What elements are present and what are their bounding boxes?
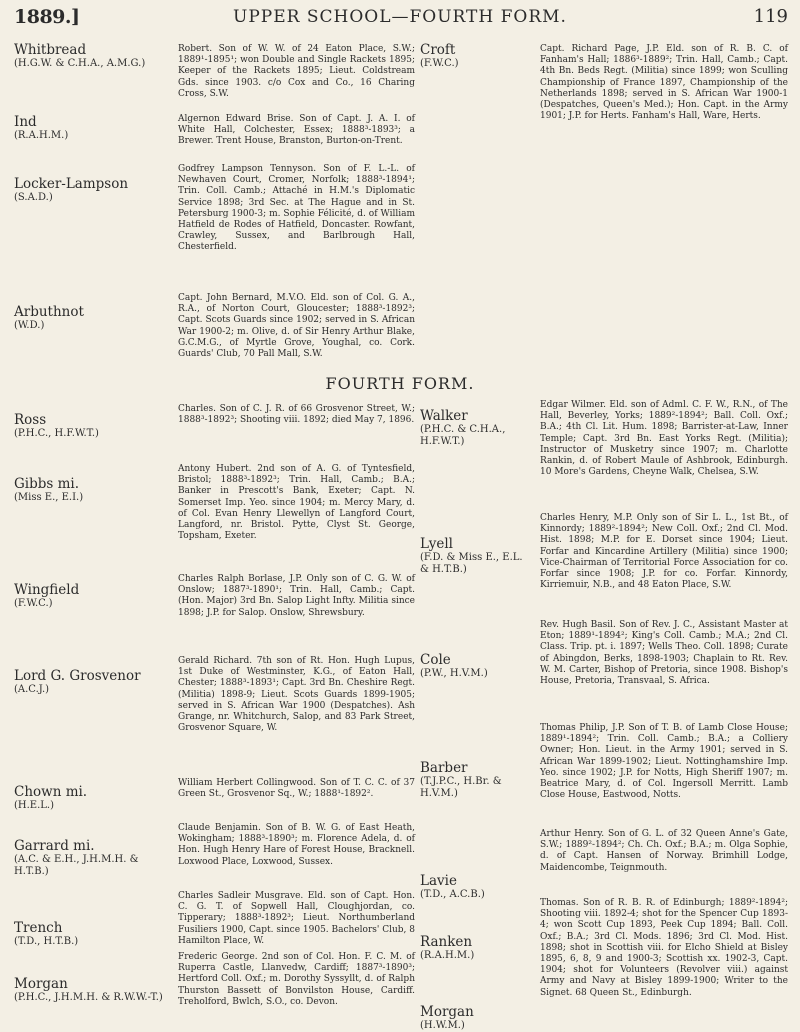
entry-text: William Herbert Collingwood. Son of T. C. C. of 37 Green St., Grosvenor Sq., W.; 1888¹-1892². <box>178 778 415 800</box>
section-heading: FOURTH FORM. <box>325 374 475 393</box>
entry-text: Charles. Son of C. J. R. of 66 Grosvenor Street, W.; 1888³-1892³; Shooting viii. 1892; died May 7, 1896. <box>178 404 415 426</box>
house-name: Trench (T.D., H.T.B.) <box>14 920 79 947</box>
house-name: Ranken (R.A.H.M.) <box>420 934 475 961</box>
house-name: Barber (T.J.P.C., H.Br. & H.V.M.) <box>420 760 502 799</box>
house-name: Locker-Lampson (S.A.D.) <box>14 176 129 203</box>
entry-text: Robert. Son of W. W. of 24 Eaton Place, S.W.; 1889¹-1895¹; won Double and Single Rackets 1895; Keeper of the Rackets 1895; Lieut. Coldstream Gds. since 1903. c/o Cox and Co., 16 Charing Cross, S.W. <box>178 44 415 99</box>
header-title: UPPER SCHOOL—FOURTH FORM. <box>233 7 567 27</box>
house-name: Lyell (F.D. & Miss E., E.L. & H.T.B.) <box>420 536 523 575</box>
entry-text: Charles Henry, M.P. Only son of Sir L. L., 1st Bt., of Kinnordy; 1889²-1894²; New Coll. Oxf.; 2nd Cl. Mod. Hist. 1898; M.P. for E. Dorset since 1904; Lieut. Forfar and Kincardine Artillery (Militia) since 1900; Vice-Chairman of Territorial Force Association for co. Forfar since 1908; J.P. for co. Forfar. Kinnordy, Kirriemuir, N.B., and 48 Eaton Place, S.W. <box>540 513 788 591</box>
house-name: Ind (R.A.H.M.) <box>14 114 69 141</box>
house-name: Lord G. Grosvenor (A.C.J.) <box>14 668 141 695</box>
house-name: Gibbs mi. (Miss E., E.I.) <box>14 476 84 503</box>
entry-text: Algernon Edward Brise. Son of Capt. J. A. I. of White Hall, Colchester, Essex; 1888³-1893³; a Brewer. Trent House, Branston, Burton-on-Trent. <box>178 114 415 147</box>
house-name: Lavie (T.D., A.C.B.) <box>420 873 485 900</box>
entry-text: Antony Hubert. 2nd son of A. G. of Tyntesfield, Bristol; 1888³-1892³; Trin. Hall, Camb.; B.A.; Banker in Prescott's Bank, Exeter; Capt. N. Somerset Imp. Yeo. since 1904; m. Mercy Mary, d. of Col. Evan Henry Llewellyn of Langford Court, Langford, nr. Bristol. Pytte, Clyst St. George, Topsham, Exeter. <box>178 464 415 542</box>
entry-text: Thomas Philip, J.P. Son of T. B. of Lamb Close House; 1889¹-1894²; Trin. Coll. Camb.; B.A.; a Colliery Owner; Hon. Lieut. in the Army 1901; served in S. African War 1899-1902; Lieut. Nottinghamshire Imp. Yeo. since 1902; J.P. for Notts, High Sheriff 1907; m. Beatrice Mary, d. of Col. Ingersoll Merritt. Lamb Close House, Eastwood, Notts. <box>540 723 788 801</box>
house-name: Morgan (P.H.C., J.H.M.H. & R.W.W.-T.) <box>14 976 163 1003</box>
entry-text: Charles Sadleir Musgrave. Eld. son of Capt. Hon. C. G. T. of Sopwell Hall, Cloughjordan, co. Tipperary; 1888³-1892³; Lieut. Northumberland Fusiliers 1900, Capt. since 1905. Bachelors' Club, 8 Hamilton Place, W. <box>178 891 415 946</box>
entry-text: Claude Benjamin. Son of B. W. G. of East Heath, Wokingham; 1888³-1890³; m. Florence Adela, d. of Hon. Hugh Henry Hare of Forest House, Bracknell. Loxwood Place, Loxwood, Sussex. <box>178 823 415 867</box>
entry-text: Godfrey Lampson Tennyson. Son of F. L.-L. of Newhaven Court, Cromer, Norfolk; 1888³-1894¹; Trin. Coll. Camb.; Attaché in H.M.'s Diplomatic Service 1898; 3rd Sec. at The Hague and in St. Petersburg 1900-3; m. Sophie Félicité, d. of William Hatfield de Rodes of Hatfield, Doncaster. Rowfant, Crawley, Sussex, and Barlbrough Hall, Chesterfield. <box>178 164 415 253</box>
house-name: Whitbread (H.G.W. & C.H.A., A.M.G.) <box>14 42 146 69</box>
house-name: Garrard mi. (A.C. & E.H., J.H.M.H. & H.T.B.) <box>14 838 139 877</box>
house-name: Walker (P.H.C. & C.H.A., H.F.W.T.) <box>420 408 506 447</box>
entry-text: Thomas. Son of R. B. R. of Edinburgh; 1889²-1894²; Shooting viii. 1892-4; shot for the Spencer Cup 1893-4; won Scott Cup 1893, Peek Cup 1894; Ball. Coll. Oxf.; B.A.; 3rd Cl. Mods. 1896; 3rd Cl. Mod. Hist. 1898; shot in Scottish viii. for Elcho Shield at Bisley 1895, 6, 8, 9 and 1900-3; Scottish xx. 1902-3, Capt. 1904; shot for Volunteers (Revolver viii.) against Army and Navy at Bisley 1899-1900; Writer to the Signet. 68 Queen St., Edinburgh. <box>540 898 788 998</box>
house-name: Wingfield (F.W.C.) <box>14 582 80 609</box>
house-name: Ross (P.H.C., H.F.W.T.) <box>14 412 99 439</box>
entry-text: Capt. John Bernard, M.V.O. Eld. son of Col. G. A., R.A., of Norton Court, Gloucester; 1888³-1892³; Capt. Scots Guards since 1902; served in S. African War 1900-2; m. Olive, d. of Sir Henry Arthur Blake, G.C.M.G., of Myrtle Grove, Youghal, co. Cork. Guards' Club, 70 Pall Mall, S.W. <box>178 293 415 360</box>
house-name: Cole (P.W., H.V.M.) <box>420 652 488 679</box>
house-name: Morgan (H.W.M.) <box>420 1004 474 1031</box>
entry-text: Charles Ralph Borlase, J.P. Only son of C. G. W. of Onslow; 1887³-1890¹; Trin. Hall, Camb.; Capt. (Hon. Major) 3rd Bn. Salop Light Infty. Militia since 1898; J.P. for Salop. Onslow, Shrewsbury. <box>178 574 415 618</box>
entry-text: Arthur Henry. Son of G. L. of 32 Queen Anne's Gate, S.W.; 1889²-1894²; Ch. Ch. Oxf.; B.A.; m. Olga Sophie, d. of Capt. Hansen of Norway. Brimhill Lodge, Maidencombe, Teignmouth. <box>540 829 788 873</box>
entry-text: Capt. Richard Page, J.P. Eld. son of R. B. C. of Fanham's Hall; 1886³-1889²; Trin. Hall, Camb.; Capt. 4th Bn. Beds Regt. (Militia) since 1899; won Sculling Championship of France 1897, Championship of the Netherlands 1898; served in S. African War 1900-1 (Despatches, Queen's Med.); Hon. Capt. in the Army 1901; J.P. for Herts. Fanham's Hall, Ware, Herts. <box>540 44 788 122</box>
header-year: 1889.] <box>14 6 80 28</box>
house-name: Arbuthnot (W.D.) <box>14 304 84 331</box>
entry-text: Rev. Hugh Basil. Son of Rev. J. C., Assistant Master at Eton; 1889¹-1894²; King's Coll. Camb.; M.A.; 2nd Cl. Class. Trip. pt. i. 1897; Wells Theo. Coll. 1898; Curate of Abingdon, Berks, 1898-1903; Chaplain to Rt. Rev. W. M. Carter, Bishop of Pretoria, since 1908. Bishop's House, Pretoria, Transvaal, S. Africa. <box>540 620 788 687</box>
entry-text: Edgar Wilmer. Eld. son of Adml. C. F. W., R.N., of The Hall, Beverley, Yorks; 1889²-1894²; Ball. Coll. Oxf.; B.A.; 4th Cl. Lit. Hum. 1898; Barrister-at-Law, Inner Temple; Capt. 3rd Bn. East Yorks Regt. (Militia); Instructor of Musketry since 1907; m. Charlotte Rankin, d. of Robert Maule of Ashbrook, Edinburgh. 10 More's Gardens, Cheyne Walk, Chelsea, S.W. <box>540 400 788 478</box>
entry-text: Frederic George. 2nd son of Col. Hon. F. C. M. of Ruperra Castle, Llanvedw, Cardiff; 1887³-1890³; Hertford Coll. Oxf.; m. Dorothy Syssyllt, d. of Ralph Thurston Bassett of Bonvilston House, Cardiff. Treholford, Bwlch, S.O., co. Devon. <box>178 952 415 1007</box>
running-header <box>0 0 800 40</box>
house-name: Croft (F.W.C.) <box>420 42 459 69</box>
page-number: 119 <box>753 6 788 27</box>
entry-text: Gerald Richard. 7th son of Rt. Hon. Hugh Lupus, 1st Duke of Westminster, K.G., of Eaton Hall, Chester; 1888³-1893¹; Capt. 3rd Bn. Cheshire Regt. (Militia) 1898-9; Lieut. Scots Guards 1899-1905; served in S. African War 1900 (Despatches). Ash Grange, nr. Whitchurch, Salop, and 83 Park Street, Grosvenor Square, W. <box>178 656 415 734</box>
house-name: Chown mi. (H.E.L.) <box>14 784 88 811</box>
